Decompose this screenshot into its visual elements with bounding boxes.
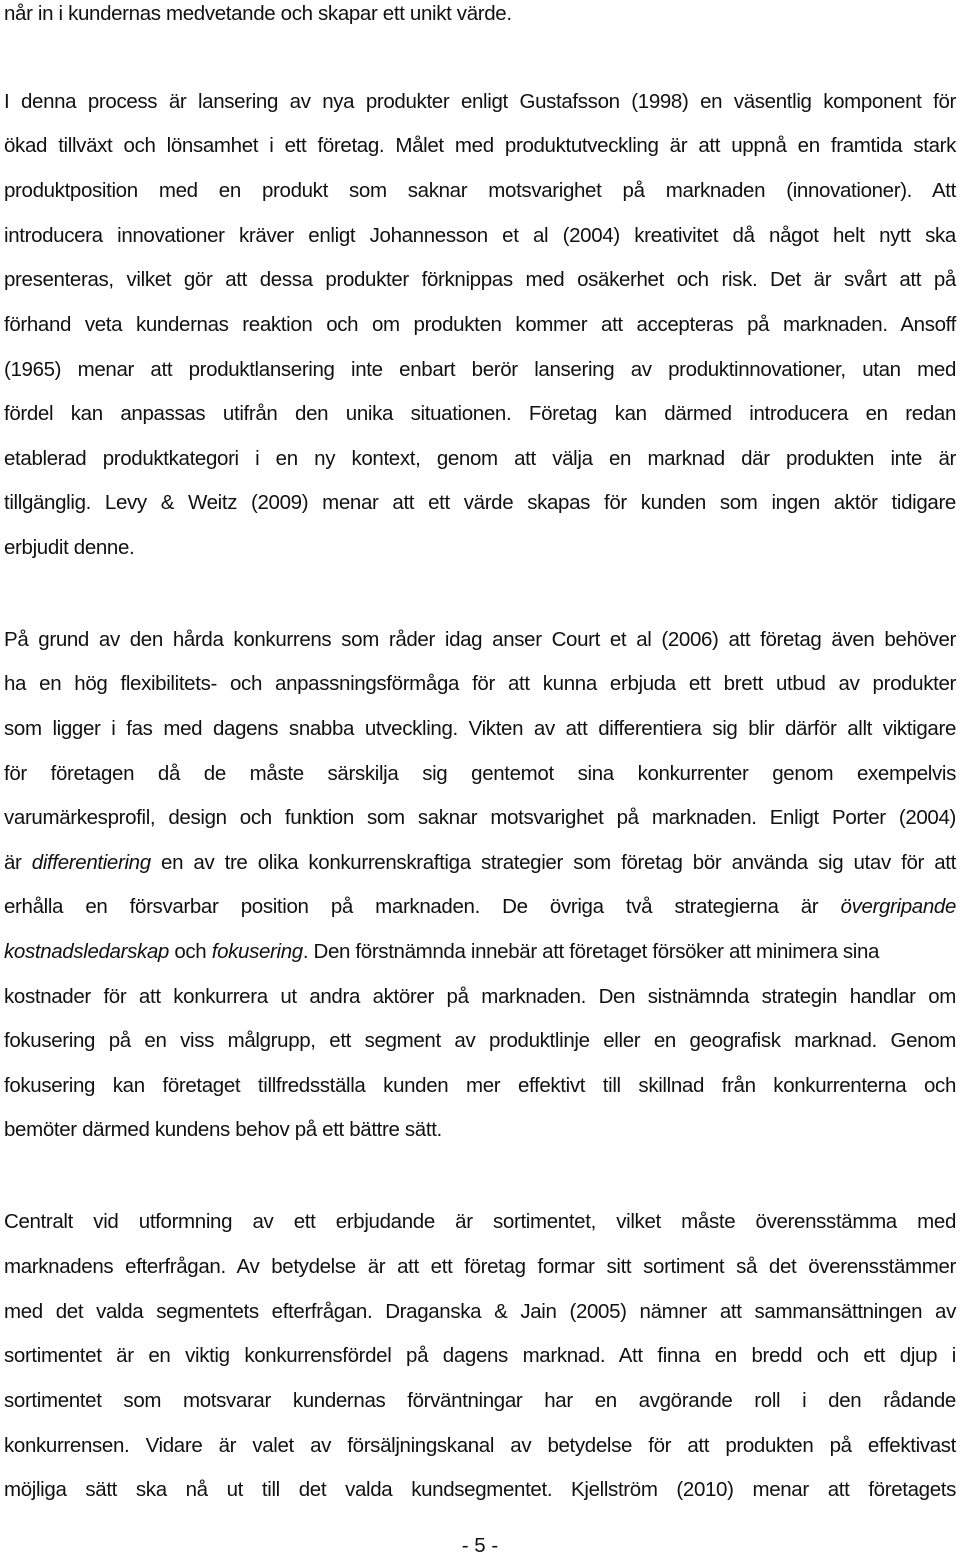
- emphasis-term: kostnadsledarskap: [4, 940, 169, 963]
- text-line: fokusering kan företaget tillfredsställa kunden mer effektivt till skillnad från konkurrenterna och: [4, 1074, 956, 1097]
- text-line: konkurrensen. Vidare är valet av försäljningskanal av betydelse för att produkten på effektivast: [4, 1434, 956, 1457]
- text-line: marknadens efterfrågan. Av betydelse är att ett företag formar sitt sortiment så det överensstämmer: [4, 1255, 956, 1278]
- text-line: når in i kundernas medvetande och skapar ett unikt värde.: [4, 2, 512, 25]
- text-run: är: [4, 851, 22, 874]
- text-line: kostnader för att konkurrera ut andra aktörer på marknaden. Den sistnämnda strategin handlar om: [4, 985, 956, 1008]
- text-line: fokusering på en viss målgrupp, ett segment av produktlinje eller en geografisk marknad. Genom: [4, 1029, 956, 1052]
- text-line: möjliga sätt ska nå ut till det valda kundsegmentet. Kjellström (2010) menar att företagets: [4, 1478, 956, 1501]
- text-line: ha en hög flexibilitets- och anpassningsförmåga för att kunna erbjuda ett brett utbud av produkter: [4, 672, 956, 695]
- text-line: med det valda segmentets efterfrågan. Draganska & Jain (2005) nämner att sammansättningen av: [4, 1300, 956, 1323]
- text-line: bemöter därmed kundens behov på ett bättre sätt.: [4, 1118, 442, 1141]
- emphasis-term: fokusering: [211, 940, 303, 963]
- text-line: varumärkesprofil, design och funktion som saknar motsvarighet på marknaden. Enligt Porter (2004): [4, 806, 956, 829]
- text-line: Centralt vid utformning av ett erbjudande är sortimentet, vilket måste överensstämma med: [4, 1210, 956, 1233]
- text-line: sortimentet som motsvarar kundernas förväntningar har en avgörande roll i den rådande: [4, 1389, 956, 1412]
- page-number: - 5 -: [461, 1534, 499, 1557]
- text-line: förhand veta kundernas reaktion och om produkten kommer att accepteras på marknaden. Ansoff: [4, 313, 956, 336]
- text-run: erhålla en försvarbar position på marknaden. De övriga två strategierna är: [4, 895, 819, 918]
- text-line-mixed: [4, 891, 956, 923]
- emphasis-term: differentiering: [31, 851, 151, 874]
- text-line: erbjudit denne.: [4, 536, 135, 559]
- text-line: ökad tillväxt och lönsamhet i ett företag. Målet med produktutveckling är att uppnå en framtida stark: [4, 134, 956, 157]
- text-line: introducera innovationer kräver enligt Johannesson et al (2004) kreativitet då något helt nytt ska: [4, 224, 956, 247]
- text-line: (1965) menar att produktlansering inte enbart berör lansering av produktinnovationer, utan med: [4, 358, 956, 381]
- text-line: presenteras, vilket gör att dessa produkter förknippas med osäkerhet och risk. Det är svårt att på: [4, 268, 956, 291]
- text-line-mixed: [4, 936, 956, 968]
- text-line: sortimentet är en viktig konkurrensfördel på dagens marknad. Att finna en bredd och ett djup i: [4, 1344, 956, 1367]
- text-line: tillgänglig. Levy & Weitz (2009) menar att ett värde skapas för kunden som ingen aktör tidigare: [4, 491, 956, 514]
- text-line: etablerad produktkategori i en ny kontext, genom att välja en marknad där produkten inte är: [4, 447, 956, 470]
- text-line-mixed: [4, 847, 956, 879]
- text-run: . Den förstnämnda innebär att företaget försöker att minimera sina: [302, 940, 880, 963]
- text-run: en av tre olika konkurrenskraftiga strategier som företag bör använda sig utav för att: [161, 851, 956, 874]
- text-line: fördel kan anpassas utifrån den unika situationen. Företag kan därmed introducera en redan: [4, 402, 956, 425]
- text-run: och: [174, 940, 207, 963]
- text-line: produktposition med en produkt som saknar motsvarighet på marknaden (innovationer). Att: [4, 179, 956, 202]
- emphasis-term: övergripande: [840, 895, 956, 918]
- text-line: På grund av den hårda konkurrens som råder idag anser Court et al (2006) att företag även behöver: [4, 628, 956, 651]
- text-line: för företagen då de måste särskilja sig gentemot sina konkurrenter genom exempelvis: [4, 762, 956, 785]
- text-line: som ligger i fas med dagens snabba utveckling. Vikten av att differentiera sig blir därför allt viktigare: [4, 717, 956, 740]
- text-line: I denna process är lansering av nya produkter enligt Gustafsson (1998) en väsentlig komponent för: [4, 90, 956, 113]
